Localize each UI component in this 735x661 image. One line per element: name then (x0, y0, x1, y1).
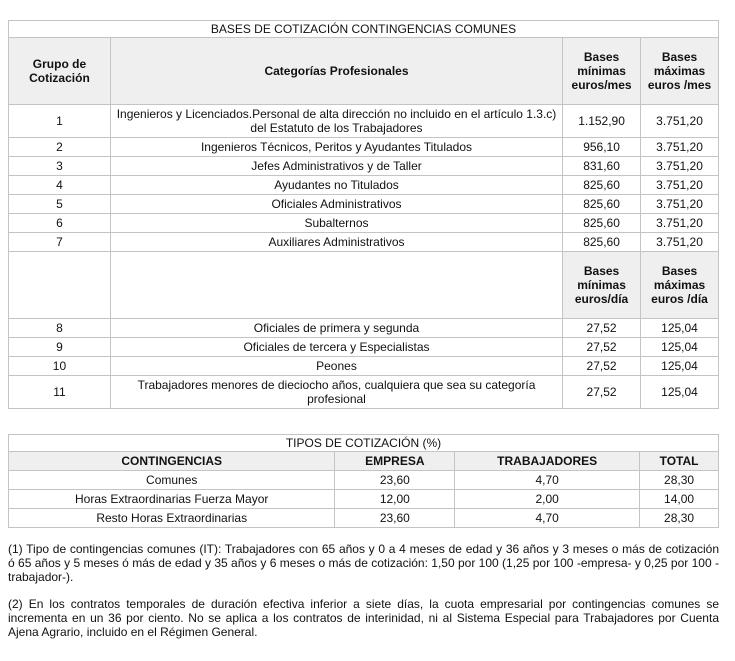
cell-categoria: Ingenieros Técnicos, Peritos y Ayudantes Titulados (110, 138, 562, 157)
cell-max: 125,04 (641, 338, 719, 357)
table-row (9, 509, 719, 528)
cell-max: 3.751,20 (641, 195, 719, 214)
cell-grupo: 11 (9, 376, 111, 409)
cell-categoria: Subalternos (110, 214, 562, 233)
header-spacer-categoria (110, 252, 562, 319)
table-row (9, 338, 719, 357)
cell-contingencia: Horas Extraordinarias Fuerza Mayor (9, 490, 335, 509)
header-min-mes: Bases mínimas euros/mes (563, 38, 641, 105)
cell-max: 125,04 (641, 357, 719, 376)
table-row (9, 105, 719, 138)
cell-max: 3.751,20 (641, 157, 719, 176)
table-row (9, 471, 719, 490)
cell-min: 825,60 (563, 176, 641, 195)
cell-max: 3.751,20 (641, 138, 719, 157)
cell-categoria: Oficiales de tercera y Especialistas (110, 338, 562, 357)
header-total: TOTAL (640, 452, 719, 471)
table-row (9, 157, 719, 176)
cell-max: 3.751,20 (641, 105, 719, 138)
table-row (9, 195, 719, 214)
cell-min: 27,52 (563, 357, 641, 376)
table-row (9, 490, 719, 509)
cell-grupo: 5 (9, 195, 111, 214)
cell-categoria: Trabajadores menores de dieciocho años, cualquiera que sea su categoría profesional (110, 376, 562, 409)
cell-categoria: Ayudantes no Titulados (110, 176, 562, 195)
table-row (9, 357, 719, 376)
cell-trabajadores: 2,00 (455, 490, 640, 509)
header-max-mes: Bases máximas euros /mes (641, 38, 719, 105)
table-row (9, 214, 719, 233)
header-trabajadores: TRABAJADORES (455, 452, 640, 471)
tipos-title: TIPOS DE COTIZACIÓN (%) (9, 435, 719, 452)
cell-min: 956,10 (563, 138, 641, 157)
cell-empresa: 23,60 (335, 509, 455, 528)
cell-categoria: Oficiales de primera y segunda (110, 319, 562, 338)
cell-max: 125,04 (641, 376, 719, 409)
cell-grupo: 1 (9, 105, 111, 138)
header-empresa: EMPRESA (335, 452, 455, 471)
cell-grupo: 2 (9, 138, 111, 157)
table-row (9, 138, 719, 157)
cell-categoria: Peones (110, 357, 562, 376)
cell-trabajadores: 4,70 (455, 509, 640, 528)
cell-min: 825,60 (563, 233, 641, 252)
cell-grupo: 10 (9, 357, 111, 376)
cell-min: 831,60 (563, 157, 641, 176)
cell-total: 14,00 (640, 490, 719, 509)
header-max-dia: Bases máximas euros /día (641, 252, 719, 319)
cell-contingencia: Resto Horas Extraordinarias (9, 509, 335, 528)
cell-grupo: 3 (9, 157, 111, 176)
cell-max: 125,04 (641, 319, 719, 338)
cell-max: 3.751,20 (641, 233, 719, 252)
tipos-table (8, 434, 719, 528)
cell-empresa: 23,60 (335, 471, 455, 490)
table-row (9, 376, 719, 409)
cell-max: 3.751,20 (641, 214, 719, 233)
header-spacer-grupo (9, 252, 111, 319)
bases-table (8, 20, 719, 409)
cell-grupo: 8 (9, 319, 111, 338)
cell-categoria: Jefes Administrativos y de Taller (110, 157, 562, 176)
cell-grupo: 4 (9, 176, 111, 195)
header-categorias: Categorías Profesionales (110, 38, 562, 105)
header-contingencias: CONTINGENCIAS (9, 452, 335, 471)
cell-grupo: 9 (9, 338, 111, 357)
cell-min: 27,52 (563, 338, 641, 357)
table-row (9, 176, 719, 195)
cell-total: 28,30 (640, 509, 719, 528)
bases-title: BASES DE COTIZACIÓN CONTINGENCIAS COMUNES (9, 21, 719, 38)
cell-categoria: Auxiliares Administrativos (110, 233, 562, 252)
cell-min: 27,52 (563, 376, 641, 409)
cell-empresa: 12,00 (335, 490, 455, 509)
note-1: (1) Tipo de contingencias comunes (IT): Trabajadores con 65 años y 0 a 4 meses de edad y 36 años y 3 meses o más de cotización ó 65 años y 5 meses ó más de edad y 35 años y 6 meses o más de cotización: 1,50 por 100 (1,25 por 100 -empresa- y 0,25 por 100 -trabajador-). (8, 542, 719, 584)
cell-contingencia: Comunes (9, 471, 335, 490)
cell-grupo: 7 (9, 233, 111, 252)
cell-total: 28,30 (640, 471, 719, 490)
cell-min: 825,60 (563, 195, 641, 214)
cell-min: 825,60 (563, 214, 641, 233)
cell-min: 1.152,90 (563, 105, 641, 138)
table-row (9, 319, 719, 338)
cell-grupo: 6 (9, 214, 111, 233)
cell-categoria: Ingenieros y Licenciados.Personal de alta dirección no incluido en el artículo 1.3.c) del Estatuto de los Trabajadores (110, 105, 562, 138)
cell-categoria: Oficiales Administrativos (110, 195, 562, 214)
header-min-dia: Bases mínimas euros/día (563, 252, 641, 319)
header-grupo: Grupo de Cotización (9, 38, 111, 105)
note-2: (2) En los contratos temporales de duración efectiva inferior a siete días, la cuota empresarial por contingencias comunes se incrementa en un 36 por ciento. No se aplica a los contratos de interinidad, ni al Sistema Especial para Trabajadores por Cuenta Ajena Agrario, incluido en el Régimen General. (8, 597, 719, 639)
cell-trabajadores: 4,70 (455, 471, 640, 490)
cell-max: 3.751,20 (641, 176, 719, 195)
table-row (9, 233, 719, 252)
cell-min: 27,52 (563, 319, 641, 338)
